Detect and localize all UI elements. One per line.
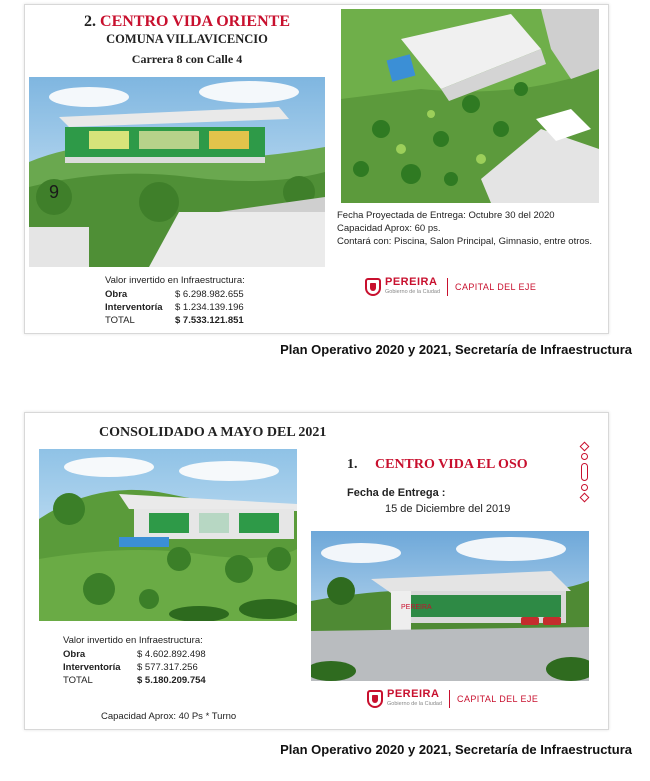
slide2-date-value: 15 de Diciembre del 2019 xyxy=(385,503,511,515)
table-row xyxy=(63,648,210,661)
photo-el-oso-built xyxy=(311,531,589,681)
slide1-subtitle: COMUNA VILLAVICENCIO xyxy=(106,32,268,46)
row-value-total: $ 5.180.209.754 xyxy=(137,675,206,686)
slide2-investment-block xyxy=(63,635,210,687)
svg-text:PEREIRA: PEREIRA xyxy=(401,604,432,611)
slide1-title-number: 2. xyxy=(84,13,97,30)
table-row xyxy=(105,314,248,327)
row-label-interventoria: Interventoría xyxy=(105,302,163,313)
logo-sub: Gobierno de la Ciudad xyxy=(385,289,441,295)
row-label-total: TOTAL xyxy=(63,675,93,686)
decorative-pattern xyxy=(581,443,588,501)
logo-tagline: CAPITAL DEL EJE xyxy=(455,282,537,292)
logo-name: PEREIRA xyxy=(387,688,440,700)
row-value-total: $ 7.533.121.851 xyxy=(175,315,244,326)
row-value-obra: $ 6.298.982.655 xyxy=(175,289,244,300)
table-row xyxy=(105,301,248,314)
slide1-investment-block xyxy=(105,275,248,327)
slide1-title: CENTRO VIDA ORIENTE xyxy=(100,13,290,30)
caption-1: Plan Operativo 2020 y 2021, Secretaría de Infraestructura xyxy=(280,342,632,357)
pereira-logo xyxy=(367,689,538,709)
caption-2: Plan Operativo 2020 y 2021, Secretaría de Infraestructura xyxy=(280,742,632,757)
info-capacity: Capacidad Aprox: 60 ps. xyxy=(337,223,441,234)
slide-centro-vida-oriente xyxy=(24,4,609,334)
photo-label-number: 9 xyxy=(49,182,60,202)
info-features: Contará con: Piscina, Salon Principal, Gimnasio, entre otros. xyxy=(337,236,593,247)
render-photo-el-oso xyxy=(39,449,297,621)
slide2-title-number: 1. xyxy=(347,457,358,472)
logo-sub: Gobierno de la Ciudad xyxy=(387,701,443,707)
row-label-obra: Obra xyxy=(63,649,86,660)
city-seal-icon xyxy=(367,690,383,708)
pereira-logo xyxy=(365,277,536,297)
table-row xyxy=(105,288,248,301)
slide-consolidado xyxy=(24,412,609,730)
slide2-investment-label: Valor invertido en Infraestructura: xyxy=(63,635,203,646)
render-photo-oriente-front xyxy=(29,77,325,267)
slide2-date-label: Fecha de Entrega : xyxy=(347,487,446,499)
slide2-title-block xyxy=(347,457,528,473)
table-row xyxy=(63,674,210,687)
logo-name: PEREIRA xyxy=(385,276,438,288)
row-value-obra: $ 4.602.892.498 xyxy=(137,649,206,660)
slide1-address: Carrera 8 con Calle 4 xyxy=(131,52,243,66)
slide1-title-block xyxy=(57,13,317,67)
table-row xyxy=(63,661,210,674)
slide1-investment-label: Valor invertido en Infraestructura: xyxy=(105,275,245,286)
slide2-title: CENTRO VIDA EL OSO xyxy=(375,457,528,472)
row-label-interventoria: Interventoría xyxy=(63,662,121,673)
row-value-interventoria: $ 577.317.256 xyxy=(137,662,198,673)
row-value-interventoria: $ 1.234.139.196 xyxy=(175,302,244,313)
row-label-obra: Obra xyxy=(105,289,128,300)
slide2-heading: CONSOLIDADO A MAYO DEL 2021 xyxy=(99,425,327,440)
slide2-capacity: Capacidad Aprox: 40 Ps * Turno xyxy=(101,711,237,722)
row-label-total: TOTAL xyxy=(105,315,135,326)
slide1-investment-table xyxy=(105,288,248,327)
info-delivery-date: Fecha Proyectada de Entrega: Octubre 30 del 2020 xyxy=(337,210,555,221)
render-photo-oriente-aerial xyxy=(341,9,599,203)
logo-tagline: CAPITAL DEL EJE xyxy=(457,694,539,704)
slide2-investment-table xyxy=(63,648,210,687)
city-seal-icon xyxy=(365,278,381,296)
slide1-info xyxy=(337,209,602,248)
